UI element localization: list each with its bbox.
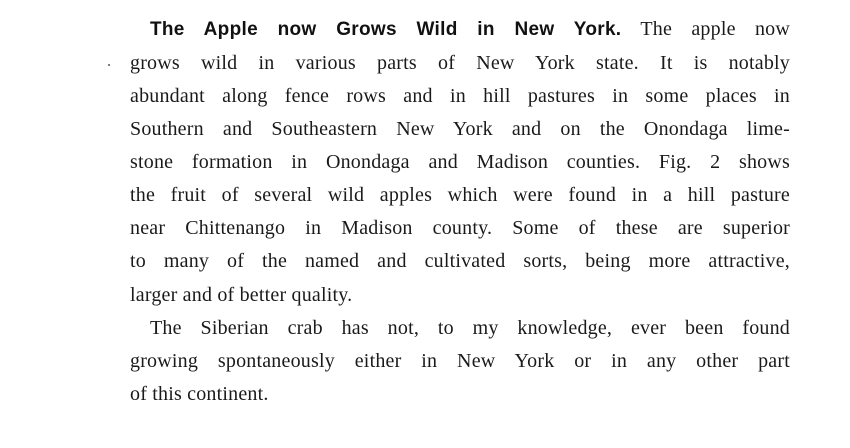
paragraph-1-line-2: grows wild in various parts of New York state. It is notably: [130, 52, 790, 74]
paragraph-1-line-3: abundant along fence rows and in hill pastures in some places in: [130, 85, 790, 107]
paragraph-2-line-1: The Siberian crab has not, to my knowledge, ever been found: [150, 317, 790, 339]
scan-speck: [108, 64, 110, 66]
section-heading: The Apple now Grows Wild in New York.: [150, 19, 622, 40]
paragraph-1-line-9: larger and of better quality.: [130, 284, 353, 306]
paragraph-1-line-8: to many of the named and cultivated sorts, being more attractive,: [130, 250, 790, 272]
paragraph-1-line-5: stone formation in Onondaga and Madison counties. Fig. 2 shows: [130, 151, 790, 173]
paragraph-2-line-2: growing spontaneously either in New York or in any other part: [130, 350, 790, 372]
paragraph-1-line-4: Southern and Southeastern New York and on the Onondaga lime-: [130, 118, 790, 140]
paragraph-1-line-6: the fruit of several wild apples which were found in a hill pasture: [130, 184, 790, 206]
paragraph-1-line-1-text: The apple now: [640, 18, 790, 40]
paragraph-2-line-3: of this continent.: [130, 383, 269, 405]
paragraph-1-line-7: near Chittenango in Madison county. Some of these are superior: [130, 217, 790, 239]
paragraph-1-line-1: [150, 13, 790, 46]
